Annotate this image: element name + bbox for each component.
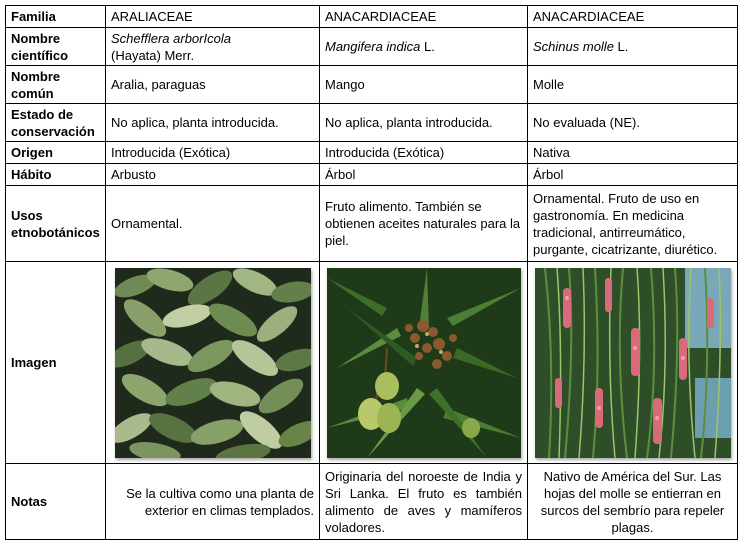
- sci-name-2-italic: Mangifera indica: [325, 39, 421, 54]
- label-estado-line1: Estado de: [11, 106, 74, 122]
- label-usos-line2: etnobotánicos: [11, 224, 100, 240]
- row-notas: [6, 464, 738, 540]
- label-estado-line2: conservación: [11, 123, 95, 139]
- image-cell-2: [320, 262, 528, 464]
- label-familia: Familia: [6, 6, 106, 28]
- row-origen: [6, 142, 738, 164]
- schefflera-photo: [115, 268, 311, 458]
- species-table: [5, 5, 738, 540]
- origen-3: Nativa: [528, 142, 738, 164]
- habito-2: Árbol: [320, 164, 528, 186]
- notas-1: Se la cultiva como una planta de exterior en climas templados.: [106, 464, 320, 540]
- familia-1: ARALIACEAE: [106, 6, 320, 28]
- label-estado: [6, 104, 106, 142]
- habito-3: Árbol: [528, 164, 738, 186]
- notas-2: Originaria del noroeste de India y Sri Lanka. El fruto es también alimento de aves y mamíferos voladores.: [320, 464, 528, 540]
- familia-2: ANACARDIACEAE: [320, 6, 528, 28]
- label-usos-line1: Usos: [11, 207, 43, 223]
- label-notas: Notas: [6, 464, 106, 540]
- mango-photo: [327, 268, 521, 458]
- sci-name-1: [106, 28, 320, 66]
- estado-1: No aplica, planta introducida.: [106, 104, 320, 142]
- label-nombre-comun: [6, 66, 106, 104]
- row-imagen: [6, 262, 738, 464]
- usos-1: Ornamental.: [106, 186, 320, 262]
- label-nombre-cientifico: [6, 28, 106, 66]
- label-nombre-comun-line2: común: [11, 85, 54, 101]
- sci-name-1-line2: (Hayata) Merr.: [111, 47, 195, 63]
- familia-3: ANACARDIACEAE: [528, 6, 738, 28]
- label-imagen: Imagen: [6, 262, 106, 464]
- estado-3: No evaluada (NE).: [528, 104, 738, 142]
- row-familia: [6, 6, 738, 28]
- row-nombre-cientifico: [6, 28, 738, 66]
- notas-3: Nativo de América del Sur. Las hojas del molle se entierran en surcos del sembrío para repeler plagas.: [528, 464, 738, 540]
- comun-1: Aralia, paraguas: [106, 66, 320, 104]
- row-nombre-comun: [6, 66, 738, 104]
- sci-name-3-italic: Schinus molle: [533, 39, 614, 54]
- comun-2: Mango: [320, 66, 528, 104]
- usos-3: Ornamental. Fruto de uso en gastronomía. En medicina tradicional, antirreumático, purgante, cicatrizante, diurético.: [528, 186, 738, 262]
- image-cell-3: [528, 262, 738, 464]
- row-estado: [6, 104, 738, 142]
- label-nombre-cientifico-line2: científico: [11, 47, 69, 63]
- row-usos: [6, 186, 738, 262]
- sci-name-3: [528, 28, 738, 66]
- origen-2: Introducida (Exótica): [320, 142, 528, 164]
- sci-name-1-italic: Schefflera arborIcola: [111, 30, 231, 46]
- origen-1: Introducida (Exótica): [106, 142, 320, 164]
- label-habito: Hábito: [6, 164, 106, 186]
- sci-name-3-rest: L.: [613, 39, 629, 54]
- row-habito: [6, 164, 738, 186]
- label-nombre-cientifico-line1: Nombre: [11, 30, 61, 46]
- image-cell-1: [106, 262, 320, 464]
- sci-name-2: [320, 28, 528, 66]
- label-nombre-comun-line1: Nombre: [11, 68, 61, 84]
- habito-1: Arbusto: [106, 164, 320, 186]
- usos-2: Fruto alimento. También se obtienen aceites naturales para la piel.: [320, 186, 528, 262]
- molle-photo: [535, 268, 731, 458]
- label-origen: Origen: [6, 142, 106, 164]
- estado-2: No aplica, planta introducida.: [320, 104, 528, 142]
- comun-3: Molle: [528, 66, 738, 104]
- sci-name-2-rest: L.: [420, 39, 435, 54]
- label-usos: [6, 186, 106, 262]
